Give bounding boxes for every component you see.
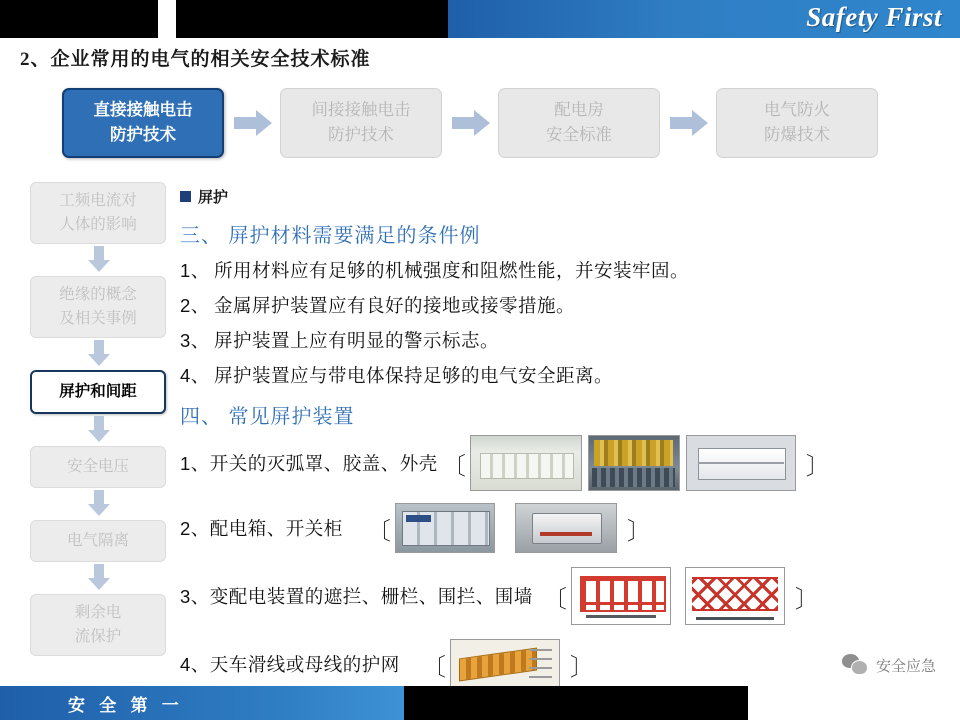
section-tag-label: 屏护 — [198, 190, 229, 206]
chain-item-line1: 配电房 — [554, 101, 604, 119]
chain-arrow-icon-3 — [670, 110, 708, 136]
arc-chute-cover-photo — [470, 435, 582, 491]
sidebar-item-line1: 电气隔离 — [66, 532, 129, 549]
picture-row — [180, 503, 950, 553]
list-item — [180, 327, 950, 353]
chain-item-line2: 防护技术 — [110, 126, 176, 144]
chain-item-substation-standard[interactable] — [498, 88, 660, 158]
sidebar-item-residual-current-protection[interactable] — [30, 594, 166, 656]
list-item-text: 屏护装置应与带电体保持足够的电气安全距离。 — [214, 365, 614, 386]
sidebar-item-line2: 流保护 — [74, 628, 122, 645]
chain-item-direct-contact[interactable] — [62, 88, 224, 158]
sidebar-item-line1: 绝缘的概念 — [59, 286, 137, 303]
wechat-badge — [842, 654, 936, 676]
picture-row — [180, 639, 950, 689]
picture-row-number: 2、 — [180, 518, 210, 539]
sidebar-item-shielding-and-clearance[interactable] — [30, 370, 166, 414]
picture-row-number: 1、 — [180, 453, 210, 474]
chain-item-line2: 防爆技术 — [764, 126, 830, 144]
wechat-label: 安全应急 — [875, 657, 936, 675]
chain-arrow-icon-1 — [234, 110, 272, 136]
list-item — [180, 362, 950, 388]
list-item — [180, 257, 950, 283]
sidebar-item-line1: 屏护和间距 — [59, 383, 137, 400]
sidebar-item-line1: 安全电压 — [66, 458, 129, 475]
bracket-close: 〕 — [805, 452, 830, 480]
subheading-three: 三、 屏护材料需要满足的条件例 — [180, 225, 481, 247]
chain-item-indirect-contact[interactable] — [280, 88, 442, 158]
sidebar-item-electrical-isolation[interactable] — [30, 520, 166, 562]
distribution-box-photo — [515, 503, 617, 553]
chain-item-line1: 电气防火 — [764, 101, 830, 119]
bracket-close: 〕 — [569, 653, 594, 681]
picture-row-text: 天车滑线或母线的护网 — [209, 654, 400, 675]
chain-arrow-icon-2 — [452, 110, 490, 136]
chain-item-line2: 防护技术 — [328, 126, 394, 144]
chain-item-line1: 直接接触电击 — [93, 101, 193, 119]
switchgear-room-photo — [395, 503, 495, 553]
list-item-text: 屏护装置上应有明显的警示标志。 — [214, 330, 500, 351]
sidebar-item-line1: 工频电流对 — [59, 192, 137, 209]
red-safety-fence-photo — [571, 567, 671, 625]
top-banner — [0, 0, 960, 38]
content-area — [180, 186, 950, 689]
chain-item-line2: 安全标准 — [546, 126, 612, 144]
sidebar-arrow-icon-5 — [88, 564, 110, 590]
sidebar-item-power-frequency-current[interactable] — [30, 182, 166, 244]
wechat-icon — [842, 654, 868, 676]
sidebar-item-line1: 剩余电 — [74, 604, 122, 621]
bracket-open: 〔 — [441, 452, 466, 480]
sidebar-item-safety-voltage[interactable] — [30, 446, 166, 488]
list-item-number: 3、 — [180, 330, 210, 351]
bottom-slogan: 安 全 第 一 — [68, 696, 184, 715]
picture-row — [180, 567, 950, 625]
list-item-text: 所用材料应有足够的机械强度和阻燃性能，并安装牢固。 — [214, 260, 690, 281]
bottom-white-block — [748, 686, 960, 720]
bracket-open: 〔 — [366, 517, 391, 545]
topic-chain — [62, 88, 892, 162]
subheading-four: 四、 常见屏护装置 — [180, 406, 355, 428]
list-item-number: 1、 — [180, 260, 210, 281]
sidebar-item-line2: 人体的影响 — [59, 216, 137, 233]
sidebar-arrow-icon-2 — [88, 340, 110, 366]
section-tag — [180, 186, 950, 207]
bracket-close: 〕 — [794, 585, 819, 613]
crane-busbar-guard-photo — [450, 639, 560, 689]
bracket-open: 〔 — [421, 653, 446, 681]
chain-item-line1: 间接接触电击 — [311, 101, 411, 119]
list-item-text: 金属屏护装置应有良好的接地或接零措施。 — [214, 295, 576, 316]
list-item-number: 4、 — [180, 365, 210, 386]
list-item-number: 2、 — [180, 295, 210, 316]
picture-row-number: 3、 — [180, 586, 210, 607]
bullet-square-icon — [180, 191, 191, 202]
chain-item-fire-explosion[interactable] — [716, 88, 878, 158]
sidebar-item-insulation[interactable] — [30, 276, 166, 338]
top-black-block-middle — [176, 0, 448, 38]
list-item — [180, 292, 950, 318]
bracket-open: 〔 — [542, 585, 567, 613]
picture-row-text: 开关的灭弧罩、胶盖、外壳 — [209, 453, 438, 474]
top-black-block-left — [0, 0, 158, 38]
page-title: 2、企业常用的电气的相关安全技术标准 — [20, 49, 371, 70]
picture-row-text: 配电箱、开关柜 — [209, 518, 343, 539]
white-enclosure-photo — [686, 435, 796, 491]
picture-row — [180, 435, 950, 491]
bracket-close: 〕 — [626, 517, 651, 545]
expandable-barrier-photo — [685, 567, 785, 625]
sidebar-arrow-icon-1 — [88, 246, 110, 272]
sidebar-item-line2: 及相关事例 — [59, 310, 137, 327]
bottom-banner — [0, 686, 960, 720]
picture-row-text: 变配电装置的遮拦、栅栏、围拦、围墙 — [209, 586, 533, 607]
sidebar-arrow-icon-4 — [88, 490, 110, 516]
sidebar-arrow-icon-3 — [88, 416, 110, 442]
sidebar-flow — [30, 182, 170, 672]
picture-row-number: 4、 — [180, 654, 210, 675]
bottom-black-block — [404, 686, 748, 720]
bottom-blue-band — [0, 686, 404, 720]
safety-first-title: Safety First — [806, 2, 942, 32]
yellow-cabinet-photo — [588, 435, 680, 491]
